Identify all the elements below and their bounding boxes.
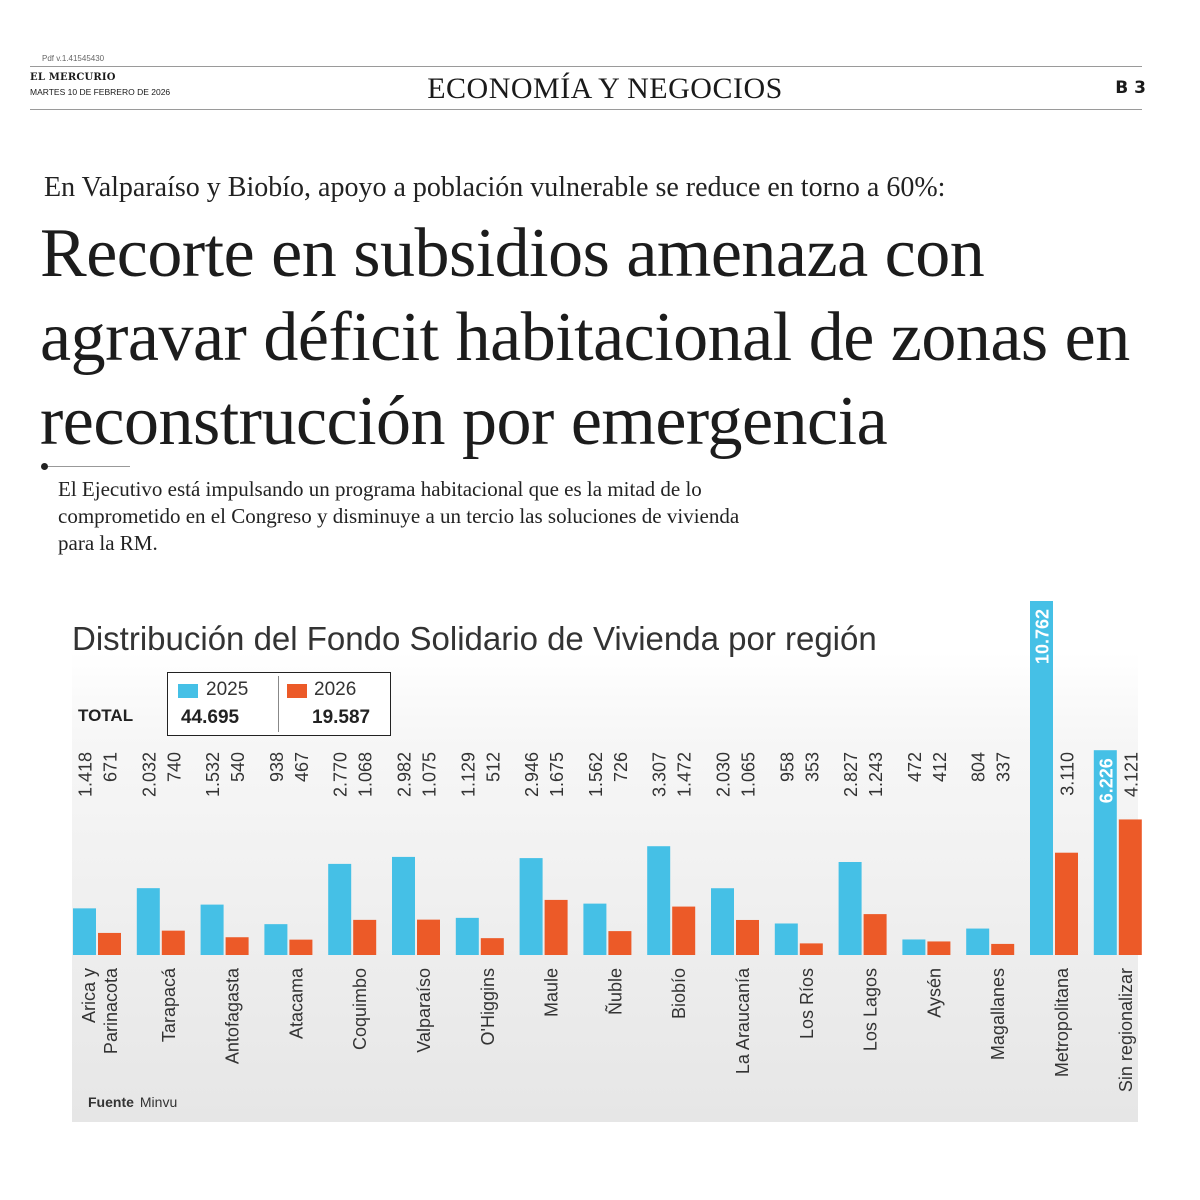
bar-2026-0 [98, 933, 121, 955]
value-label-2025-16: 6.226 [1096, 758, 1117, 804]
chart-source [88, 1094, 177, 1110]
value-label-2025-7: 2.946 [522, 752, 543, 798]
legend-label-2025: 2025 [206, 679, 249, 700]
category-label-4: Coquimbo [350, 968, 371, 1051]
bar-2025-6 [456, 918, 479, 955]
category-label-10: La Araucanía [733, 968, 753, 1075]
article-lead: El Ejecutivo está impulsando un programa habitacional que es la mitad de lo comprometido en el Congreso y disminuye a un tercio las soluciones de vivienda para la RM. [58, 477, 740, 555]
value-label-2025-2: 1.532 [203, 752, 224, 798]
value-label-2026-15: 3.110 [1057, 752, 1078, 796]
bar-2025-1 [137, 888, 160, 955]
total-2025: 44.695 [181, 707, 240, 728]
value-label-2025-4: 2.770 [330, 752, 351, 798]
value-label-2025-5: 2.982 [394, 752, 415, 798]
bar-2025-14 [966, 929, 989, 955]
value-label-2026-3: 467 [291, 752, 312, 783]
value-label-2026-9: 1.472 [674, 752, 695, 798]
value-label-2026-13: 412 [929, 752, 950, 783]
category-label-11: Los Ríos [796, 968, 817, 1040]
value-label-2026-14: 337 [993, 751, 1014, 783]
category-label-15: Metropolitana [1052, 968, 1072, 1078]
value-label-2025-13: 472 [904, 752, 925, 783]
value-label-2026-4: 1.068 [355, 752, 376, 798]
source-label: Fuente [88, 1094, 134, 1110]
bar-2026-13 [927, 941, 950, 955]
page-number: B 3 [1115, 78, 1146, 98]
bar-2026-14 [991, 944, 1014, 955]
total-label: TOTAL [78, 706, 134, 725]
chart-title: Distribución del Fondo Solidario de Vivienda por región [72, 620, 877, 657]
legend-label-2026: 2026 [314, 679, 357, 700]
category-label-9: Biobío [669, 968, 690, 1020]
value-label-2026-16: 4.121 [1121, 752, 1142, 798]
category-label-14: Magallanes [988, 967, 1009, 1061]
bar-2025-9 [647, 846, 670, 955]
value-label-2026-12: 1.243 [866, 752, 887, 798]
value-label-2026-2: 540 [228, 752, 249, 783]
value-label-2026-5: 1.075 [419, 752, 440, 798]
bar-2026-5 [417, 920, 440, 955]
category-label-12: Los Lagos [860, 968, 881, 1052]
value-label-2026-1: 740 [164, 752, 185, 783]
article-headline: Recorte en subsidios amenaza con agravar déficit habitacional de zonas en reconstrucción por emergencia [40, 215, 1130, 460]
value-label-2025-12: 2.827 [841, 752, 862, 798]
bar-2026-1 [162, 931, 185, 955]
bar-2026-8 [608, 931, 631, 955]
value-label-2025-3: 938 [266, 752, 287, 783]
value-label-2026-11: 353 [802, 752, 823, 783]
value-label-2026-7: 1.675 [547, 752, 568, 798]
bar-2025-0 [73, 908, 96, 955]
bar-2025-11 [775, 923, 798, 955]
category-label-0-1: Parinacota [101, 968, 121, 1055]
bar-2025-7 [520, 858, 543, 955]
value-label-2025-1: 2.032 [139, 752, 160, 798]
section-title: ECONOMÍA Y NEGOCIOS [427, 72, 783, 105]
value-label-2026-10: 1.065 [738, 752, 759, 798]
bar-2026-6 [481, 938, 504, 955]
category-label-1: Tarapacá [158, 968, 179, 1043]
value-label-2025-10: 2.030 [713, 752, 734, 798]
bar-2025-5 [392, 857, 415, 955]
category-label-3: Atacama [286, 968, 307, 1040]
value-label-2025-15: 10.762 [1032, 609, 1053, 665]
bar-2026-16 [1119, 819, 1142, 955]
pdf-version: Pdf v.1.41545430 [42, 54, 105, 63]
bar-2026-2 [226, 937, 249, 955]
category-label-16: Sin regionalizar [1115, 968, 1136, 1093]
value-label-2026-6: 512 [483, 752, 504, 783]
bar-2025-8 [583, 904, 606, 955]
bar-2026-7 [545, 900, 568, 955]
category-label-13: Aysén [924, 968, 945, 1018]
value-label-2025-14: 804 [968, 752, 989, 783]
category-label-5: Valparaíso [414, 968, 434, 1053]
category-label-0-0: Arica y [79, 968, 99, 1024]
category-label-8: Ñuble [605, 968, 626, 1016]
value-label-2025-0: 1.418 [75, 752, 96, 798]
value-label-2025-6: 1.129 [458, 752, 479, 798]
bar-2025-2 [201, 905, 224, 955]
bar-2025-4 [328, 864, 351, 955]
value-label-2025-11: 958 [777, 752, 798, 783]
bar-2025-13 [902, 939, 925, 955]
issue-date: MARTES 10 DE FEBRERO DE 2026 [30, 87, 171, 97]
value-label-2026-8: 726 [610, 752, 631, 783]
bar-2026-11 [800, 943, 823, 955]
category-label-2: Antofagasta [222, 968, 243, 1065]
bar-2026-12 [864, 914, 887, 955]
value-label-2025-9: 3.307 [649, 752, 670, 798]
bar-2025-3 [264, 924, 287, 955]
bar-2025-10 [711, 888, 734, 955]
bar-2026-4 [353, 920, 376, 955]
value-label-2025-8: 1.562 [585, 752, 606, 798]
category-label-7: Maule [541, 968, 562, 1018]
bar-2026-9 [672, 907, 695, 955]
value-label-2026-0: 671 [100, 752, 121, 783]
bar-2026-15 [1055, 853, 1078, 955]
newspaper-name: EL MERCURIO [30, 72, 116, 83]
bar-2025-12 [839, 862, 862, 955]
bar-2026-3 [289, 940, 312, 955]
category-label-6: O'Higgins [477, 968, 498, 1046]
source-name: Minvu [139, 1094, 178, 1110]
article-kicker: En Valparaíso y Biobío, apoyo a población vulnerable se reduce en torno a 60%: [44, 172, 946, 203]
total-2026: 19.587 [312, 707, 371, 728]
bar-2026-10 [736, 920, 759, 955]
